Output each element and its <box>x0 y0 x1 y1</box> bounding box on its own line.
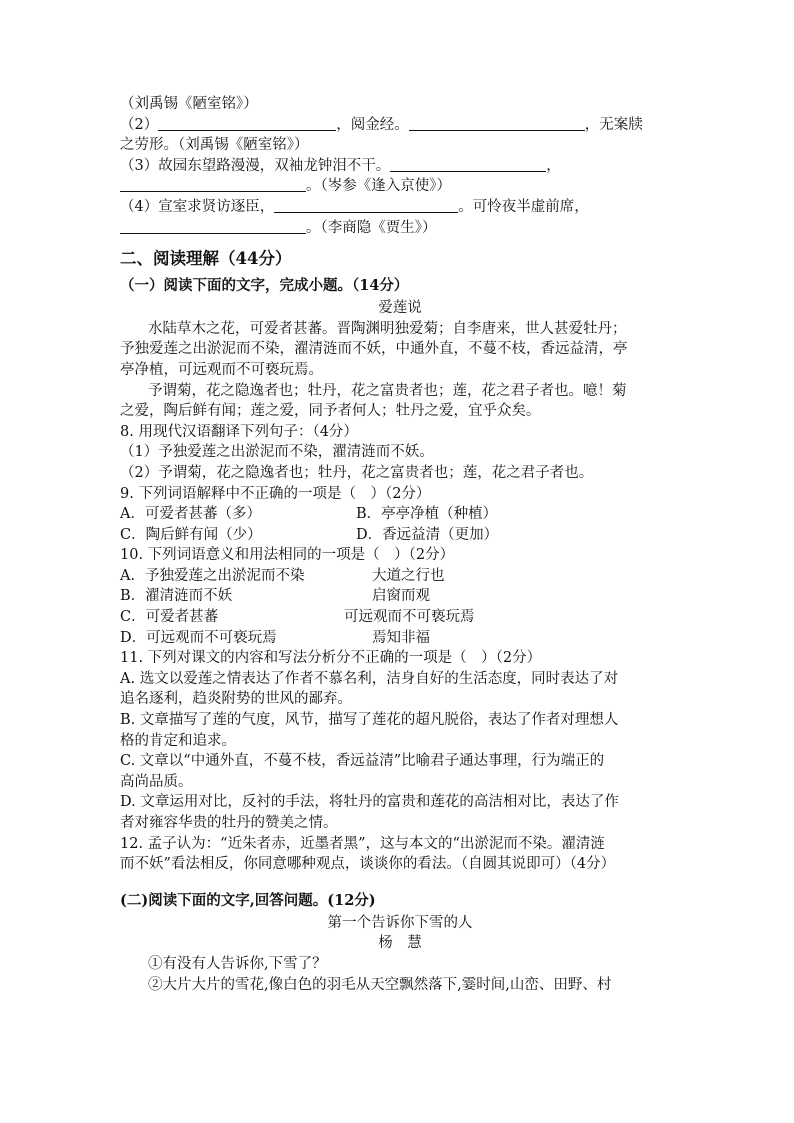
option-left: A．予独爱莲之出淤泥而不染 <box>120 567 305 584</box>
question-11-option-c: C. 文章以“中通外直，不蔓不枝，香远益清”比喻君子通达事理，行为端正的 <box>120 753 605 770</box>
dictation-q2-number: （2） <box>120 116 159 133</box>
option-a: A．可爱者甚蕃（多） <box>120 506 261 523</box>
question-11-option-a: 追名逐利，趋炎附势的世风的鄙弃。 <box>120 691 352 708</box>
answer-blank[interactable] <box>409 116 585 131</box>
question-10: 10. 下列词语意义和用法相同的一项是（ ）（2分） <box>120 547 455 564</box>
question-11-option-a: A. 选文以爱莲之情表达了作者不慕名利，洁身自好的生活态度，同时表达了对 <box>120 670 619 687</box>
question-11-option-d: 者对雍容华贵的牡丹的赞美之情。 <box>120 815 338 831</box>
question-10-option-a <box>120 566 680 587</box>
answer-blank[interactable] <box>120 219 306 234</box>
question-11-option-b: B. 文章描写了莲的气度，风节，描写了莲花的超凡脱俗，表达了作者对理想人 <box>120 712 619 729</box>
question-9-options-row <box>120 525 680 546</box>
option-right: 可远观而不可亵玩焉 <box>344 609 475 626</box>
dictation-line-4 <box>120 156 680 177</box>
dictation-text: （3）故园东望路漫漫，双袖龙钟泪不干。 <box>120 157 391 174</box>
answer-blank[interactable] <box>274 198 458 213</box>
question-9: 9. 下列词语解释中不正确的一项是（ ）（2分） <box>120 485 431 502</box>
essay-title: 第一个告诉你下雪的人 <box>327 914 473 931</box>
dictation-text: ， <box>546 157 561 174</box>
option-right: 大道之行也 <box>372 567 445 584</box>
dictation-line-3: 之劳形。（刘禹锡《陋室铭》） <box>120 137 309 154</box>
answer-blank[interactable] <box>158 116 336 131</box>
option-right: 焉知非福 <box>372 629 430 646</box>
option-c: C．陶后鲜有闻（少） <box>120 526 262 543</box>
option-d: D．香远益清（更加） <box>356 526 499 543</box>
dictation-line-2 <box>120 115 680 136</box>
dictation-line-1: （刘禹锡《陋室铭》） <box>120 96 258 112</box>
answer-blank[interactable] <box>390 157 546 172</box>
option-b: B．亭亭净植（种植） <box>356 506 498 523</box>
dictation-line-7 <box>120 218 680 239</box>
part-heading: (二)阅读下面的文字,回答问题。(12分) <box>120 891 376 909</box>
question-12: 12. 孟子认为：“近朱者赤，近墨者黑”，这与本文的“出淤泥而不染。濯清涟 <box>120 835 605 852</box>
essay-line: 予谓菊，花之隐逸者也；牡丹，花之富贵者也；莲，花之君子者也。噫！菊 <box>148 382 627 399</box>
question-9-options-row <box>120 504 680 525</box>
dictation-line-5 <box>120 176 680 197</box>
question-10-option-d <box>120 628 680 649</box>
question-10-option-b <box>120 586 680 607</box>
question-8: 8. 用现代汉语翻译下列句子：（4分） <box>120 423 358 440</box>
essay-line: 亭净植，可远观而不可亵玩焉。 <box>120 361 323 378</box>
dictation-text: 。（岑参《逢入京使》） <box>306 178 451 195</box>
section-heading: 二、阅读理解（44分） <box>120 249 292 269</box>
question-11-option-b: 格的肯定和追求。 <box>120 732 236 749</box>
option-left: D．可远观而不可亵玩焉 <box>120 629 277 646</box>
page-content <box>120 94 680 995</box>
essay-line: 水陆草木之花，可爱者甚蕃。晋陶渊明独爱菊；自李唐来，世人甚爱牡丹； <box>148 320 627 337</box>
essay-line: 之爱，陶后鲜有闻；莲之爱，同予者何人；牡丹之爱，宜乎众矣。 <box>120 403 541 420</box>
question-11-option-c: 高尚品质。 <box>120 773 193 790</box>
question-8-item-2: （2）予谓菊，花之隐逸者也；牡丹，花之富贵者也；莲，花之君子者也。 <box>120 464 594 481</box>
question-12: 而不妖”看法相反，你同意哪种观点，谈谈你的看法。（自圆其说即可）（4分） <box>120 856 616 873</box>
answer-blank[interactable] <box>120 177 306 192</box>
dictation-text: ，阅金经。 <box>336 116 409 133</box>
essay-paragraph: ①有没有人告诉你,下雪了？ <box>148 955 327 972</box>
part-heading: （一）阅读下面的文字，完成小题。（14分） <box>120 277 409 295</box>
essay-line: 予独爱莲之出淤泥而不染，濯清涟而不妖，中通外直，不蔓不枝，香远益清，亭 <box>120 341 628 358</box>
dictation-text: 。可怜夜半虚前席， <box>458 198 589 215</box>
option-right: 启窗而观 <box>372 588 430 605</box>
dictation-text: 。（李商隐《贾生》） <box>306 219 437 236</box>
option-left: B．濯清涟而不妖 <box>120 588 233 605</box>
dictation-line-6 <box>120 197 680 218</box>
question-8-item-1: （1）予独爱莲之出淤泥而不染，濯清涟而不妖。 <box>120 444 434 461</box>
question-11-option-d: D. 文章运用对比，反衬的手法，将牡丹的富贵和莲花的高洁相对比，表达了作 <box>120 794 619 811</box>
essay-title: 爱莲说 <box>378 300 422 317</box>
dictation-text: ，无案牍 <box>584 116 643 133</box>
option-left: C．可爱者甚蕃 <box>120 609 219 626</box>
question-10-option-c <box>120 607 680 628</box>
essay-author: 杨 慧 <box>378 935 422 952</box>
essay-paragraph: ②大片大片的雪花,像白色的羽毛从天空飘然落下,霎时间,山峦、田野、村 <box>148 976 612 993</box>
question-11: 11. 下列对课文的内容和写法分析分不正确的一项是（ ）（2分） <box>120 650 542 667</box>
dictation-text: （4）宣室求贤访逐臣， <box>120 198 275 215</box>
